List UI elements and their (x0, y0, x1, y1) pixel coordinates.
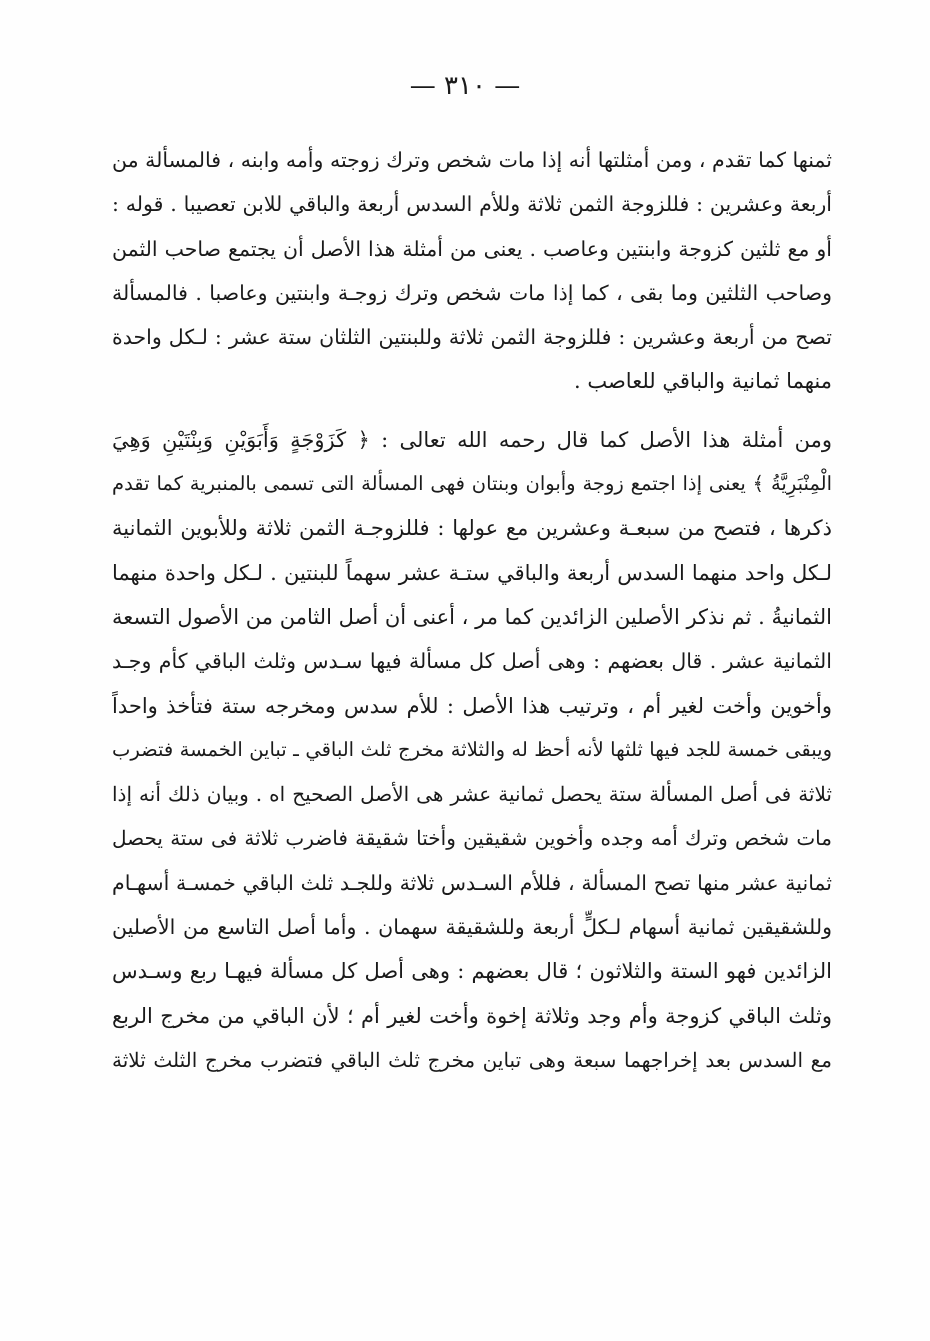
text-line: أربعة وعشرين : فللزوجة الثمن ثلاثة وللأم السدس أربعة والباقي للابن تعصيبا . قوله : (112, 192, 832, 217)
text-line: لـكل واحد منهما السدس أربعة والباقي ستـة عشر سهماً للبنتين . لـكل واحدة منهما (112, 560, 832, 585)
text-line: وأخوين وأخت لغير أم ، وترتيب هذا الأصل : للأم سدس ومخرجه ستة فتأخذ واحداً (112, 693, 832, 718)
text-line: وصاحب الثلثين وما بقى ، كما إذا مات شخص وترك زوجـة وابنتين وعاصبا . فالمسألة (112, 280, 832, 305)
text-line: وثلث الباقي كزوجة وأم وجد وثلاثة إخوة وأخت لغير أم ؛ لأن الباقي من مخرج الربع (112, 1003, 832, 1028)
text-line: مات شخص وترك أمه وجده وأخوين شقيقين وأختا شقيقة فاضرب ثلاثة فى ستة يحصل (112, 826, 832, 851)
paragraph-2 (112, 418, 832, 1082)
text-line: وللشقيقين ثمانية أسهام لـكلٍّ أربعة وللشقيقة سهمان . وأما أصل التاسع من الأصلين (112, 915, 832, 940)
text-line: ثمنها كما تقدم ، ومن أمثلتها أنه إذا مات شخص وترك زوجته وأمه وابنه ، فالمسألة من (112, 148, 832, 172)
text-line: ثلاثة فى أصل المسألة ستة يحصل ثمانية عشر هى الأصل الصحيح اه . وبيان ذلك أنه إذا (112, 782, 832, 807)
text-line: أو مع ثلثين كزوجة وابنتين وعاصب . يعنى من أمثلة هذا الأصل أن يجتمع صاحب الثمن (112, 236, 832, 261)
text-line: تصح من أربعة وعشرين : فللزوجة الثمن ثلاثة وللبنتين الثلثان ستة عشر : لـكل واحدة (112, 325, 832, 350)
text-line: منهما ثمانية والباقي للعاصب . (574, 369, 832, 394)
text-line: الثمانية عشر . قال بعضهم : وهى أصل كل مسألة فيها سـدس وثلث الباقي كأم وجـد (112, 649, 832, 674)
text-line: مع السدس بعد إخراجهما سبعة وهى تباين مخرج ثلث الباقي فتضرب مخرج الثلث ثلاثة (112, 1047, 832, 1072)
text-line: ثمانية عشر منها تصح المسألة ، فللأم السـدس ثلاثة وللجـد ثلث الباقي خمسـة أسهـام (112, 870, 832, 895)
paragraph-gap (112, 404, 832, 418)
text-line: ومن أمثلة هذا الأصل كما قال رحمه الله تعالى : ﴿ كَزَوْجَةٍ وَأَبَوَيْنِ وَبِنْتَيْنِ وَهِيَ (112, 427, 832, 452)
text-line: ذكرها ، فتصح من سبعـة وعشرين مع عولها : فللزوجـة الثمن ثلاثة وللأبوين الثمانية (112, 516, 832, 541)
page-number: — ٣١٠ — (409, 71, 521, 101)
text-line: الْمِنْبَرِيَّةُ ﴾ يعنى إذا اجتمع زوجة وأبوان وبنتان فهى المسألة التى تسمى بالمنبرية كما تقدم (112, 472, 832, 496)
text-line: الثمانيةُ . ثم نذكر الأصلين الزائدين كما مر ، أعنى أن أصل الثامن من الأصول التسعة (112, 604, 832, 629)
text-line: الزائدين فهو الستة والثلاثون ؛ قال بعضهم : وهى أصل كل مسألة فيهـا ربع وسـدس (112, 959, 832, 984)
body-text (112, 138, 832, 1082)
paragraph-1 (112, 138, 832, 404)
text-line: ويبقى خمسة للجد فيها ثلثها لأنه أحظ له والثلاثة مخرج ثلث الباقي ـ تباين الخمسة فتضرب (112, 737, 832, 761)
